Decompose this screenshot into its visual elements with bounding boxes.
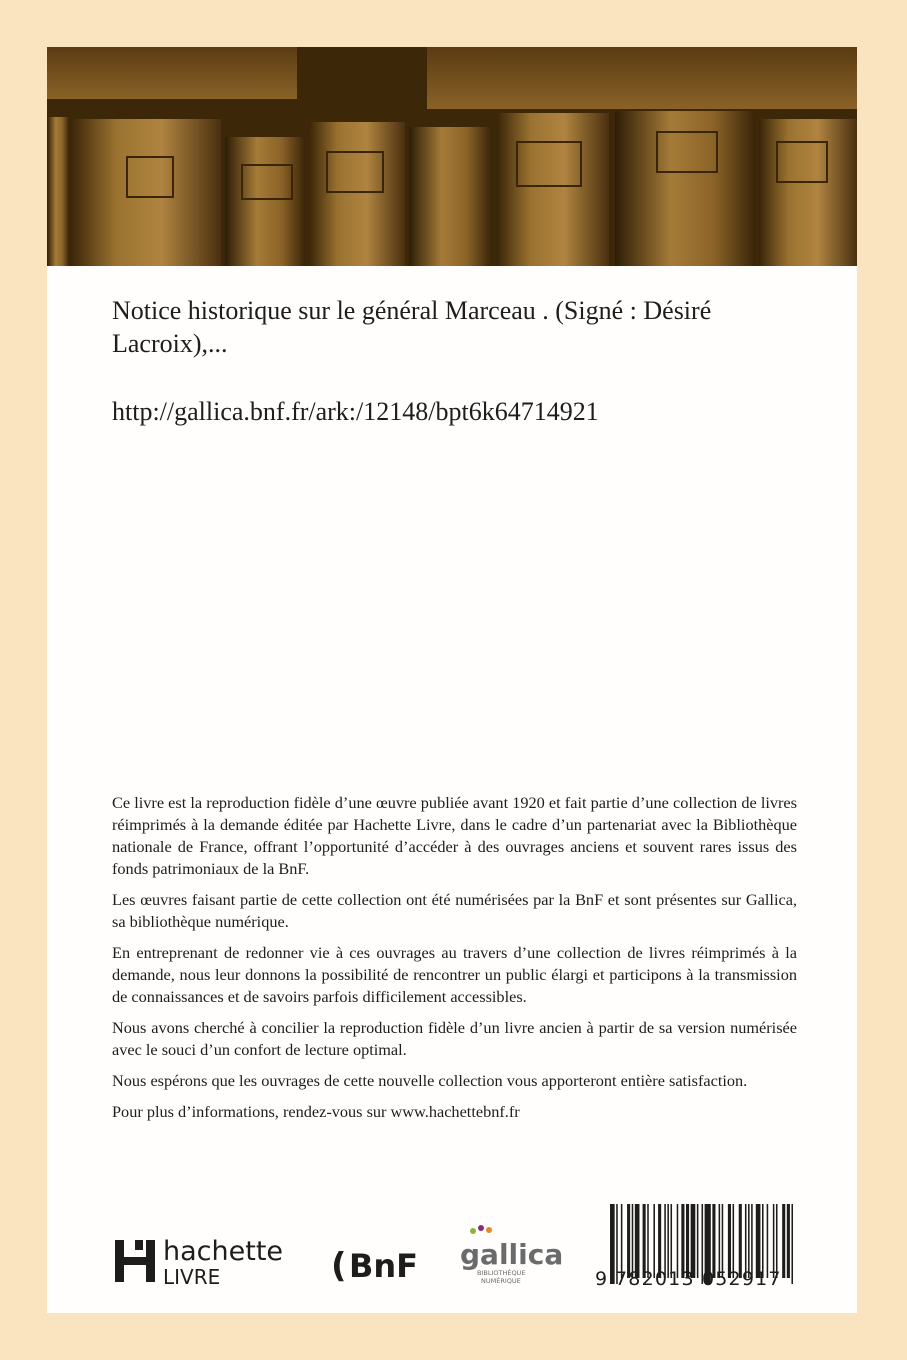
bnf-logo	[331, 1246, 418, 1286]
gallica-url: http://gallica.bnf.fr/ark:/12148/bpt6k64714921	[112, 397, 599, 426]
livre-wordmark: LIVRE	[163, 1265, 221, 1289]
bnf-bracket-icon: (	[331, 1246, 347, 1286]
barcode-bar	[643, 1204, 646, 1278]
barcode-bar	[681, 1204, 684, 1278]
barcode-bar	[635, 1204, 640, 1278]
barcode-bar	[719, 1204, 721, 1278]
back-cover	[47, 47, 857, 1313]
isbn-digits: 782013 052917	[615, 1268, 782, 1290]
publisher-logos	[115, 1222, 575, 1292]
barcode-bar	[787, 1204, 790, 1278]
barcode-bar	[739, 1204, 742, 1278]
description-text	[112, 792, 797, 1132]
barcode-bar	[762, 1204, 764, 1278]
barcode-bar	[748, 1204, 750, 1278]
paragraph: En entreprenant de redonner vie à ces ouvrages au travers d’une collection de livres réimprimés à la demande, nous leur donnons la possibilité de rencontrer un public élargi et participons à la transmission de connaissances et de savoirs parfois difficilement accessibles.	[112, 943, 797, 1006]
book-spines-banner	[47, 47, 857, 266]
barcode-bar	[627, 1204, 630, 1278]
barcode-bar	[782, 1204, 785, 1278]
barcode-bar	[756, 1204, 761, 1278]
hachette-wordmark: hachette	[163, 1236, 284, 1267]
barcode-bar	[632, 1204, 634, 1278]
barcode-bar	[686, 1204, 689, 1278]
barcode-bar	[745, 1204, 747, 1278]
paragraph: Nous avons cherché à concilier la reproduction fidèle d’un livre ancien à partir de sa version numérisée avec le souci d’un confort de lecture optimal.	[112, 1018, 797, 1059]
barcode-bar	[664, 1204, 666, 1278]
hachette-livre-logo	[115, 1236, 283, 1289]
barcode-bar	[791, 1204, 793, 1284]
barcode-bar	[667, 1204, 669, 1278]
barcode-bar	[653, 1204, 655, 1278]
gallica-wordmark: gallica	[460, 1238, 564, 1271]
barcode-bar	[610, 1204, 615, 1284]
barcode-bar	[712, 1204, 715, 1278]
barcode-bar	[776, 1204, 778, 1278]
barcode-bar	[722, 1204, 724, 1278]
gallica-logo	[460, 1225, 563, 1285]
paragraph: Nous espérons que les ouvrages de cette nouvelle collection vous apporteront entière satisfaction.	[112, 1071, 748, 1090]
gallica-dot-icon	[478, 1225, 484, 1231]
barcode-bar	[728, 1204, 731, 1278]
bnf-wordmark: BnF	[349, 1247, 419, 1285]
barcode-bar	[658, 1204, 661, 1278]
barcode-bar	[621, 1204, 623, 1278]
paragraph: Ce livre est la reproduction fidèle d’une œuvre publiée avant 1920 et fait partie d’une collection de livres réimprimés à la demande éditée par Hachette Livre, dans le cadre d’un partenariat avec la Bibliothèque nationale de France, offrant l’opportunité d’accéder à des ouvrages anciens et souvent rares issus des fonds patrimoniaux de la BnF.	[112, 793, 797, 878]
paragraph: Pour plus d’informations, rendez-vous sur www.hachettebnf.fr	[112, 1102, 520, 1121]
hachette-h-icon	[115, 1240, 155, 1282]
gallica-sub2: NUMÉRIQUE	[481, 1277, 521, 1285]
paragraph: Les œuvres faisant partie de cette collection ont été numérisées par la BnF et sont présentes sur Gallica, sa bibliothèque numérique.	[112, 890, 797, 931]
gallica-dot-icon	[486, 1227, 492, 1233]
barcode-bar	[767, 1204, 769, 1278]
barcode-bar	[751, 1204, 753, 1278]
gallica-dot-icon	[470, 1228, 476, 1234]
barcode-bar	[647, 1204, 649, 1278]
barcode-bar	[677, 1204, 679, 1278]
barcode-bar	[670, 1204, 672, 1278]
book-title: Notice historique sur le général Marceau . (Signé : Désiré Lacroix),...	[112, 296, 712, 358]
barcode-bar	[691, 1204, 696, 1278]
gallica-sub1: BIBLIOTHÈQUE	[477, 1269, 526, 1277]
barcode-bar	[733, 1204, 735, 1278]
barcode-bar	[697, 1204, 699, 1278]
isbn-first-digit: 9	[595, 1268, 609, 1290]
barcode-bar	[773, 1204, 775, 1278]
book-spines-image	[47, 47, 857, 266]
